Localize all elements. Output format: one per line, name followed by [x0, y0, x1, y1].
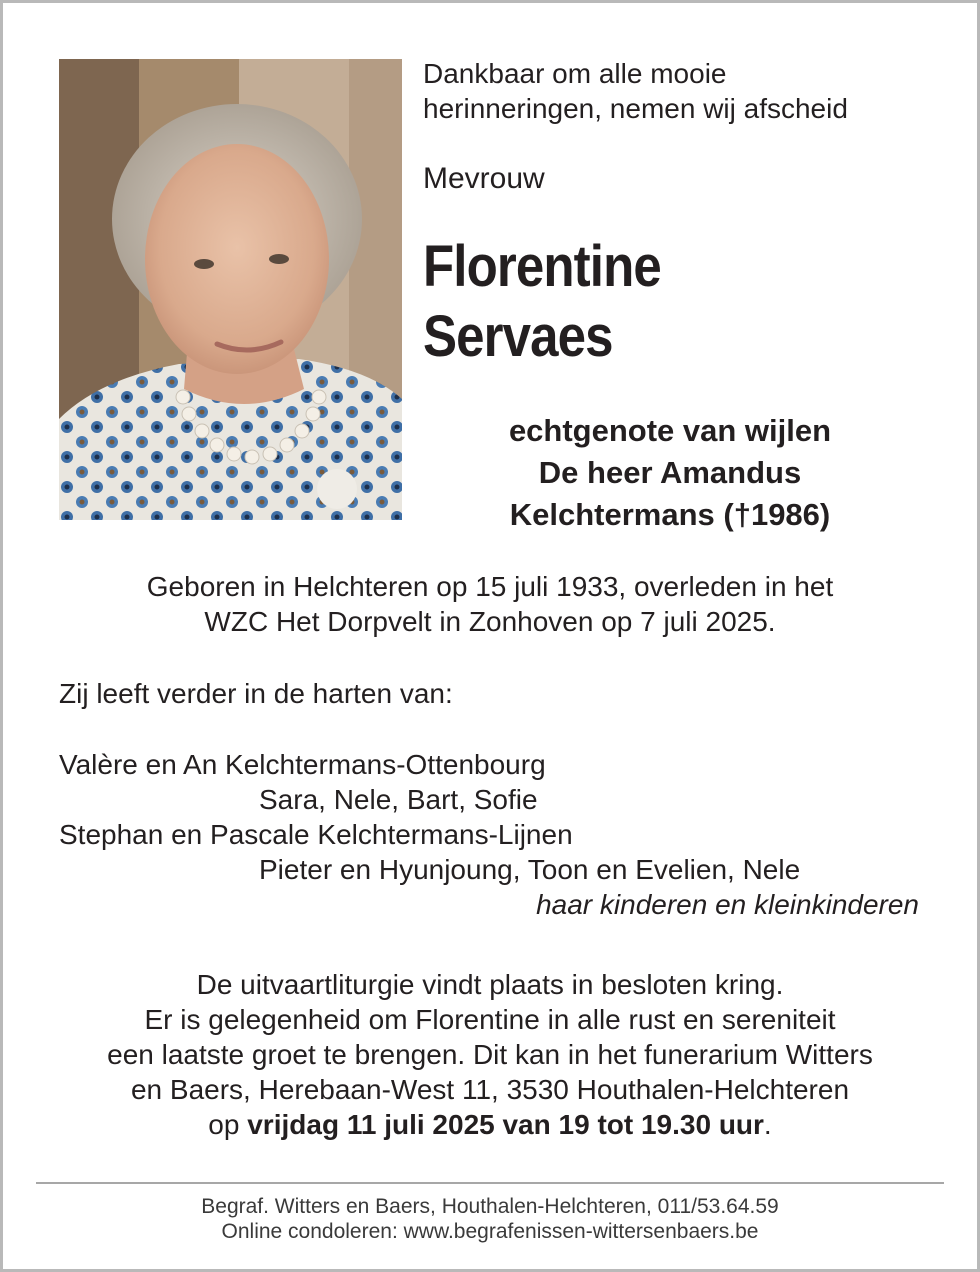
- family-member: Sara, Nele, Bart, Sofie: [259, 784, 538, 815]
- birth-death-info: [60, 569, 920, 639]
- death-line: WZC Het Dorpvelt in Zonhoven op 7 juli 2025.: [204, 606, 776, 637]
- service-line: een laatste groet te brengen. Dit kan in het funerarium Witters: [107, 1039, 873, 1070]
- service-line: De uitvaartliturgie vindt plaats in besloten kring.: [196, 969, 784, 1000]
- footer: [40, 1194, 940, 1244]
- title-prefix: Mevrouw: [423, 162, 545, 195]
- online-condolence-info: Online condoleren: www.begrafenissen-wittersenbaers.be: [221, 1220, 759, 1243]
- family-member: Stephan en Pascale Kelchtermans-Lijnen: [59, 819, 573, 850]
- footer-divider: [36, 1182, 944, 1184]
- last-name: Servaes: [423, 304, 613, 369]
- service-line: Er is gelegenheid om Florentine in alle rust en sereniteit: [144, 1004, 836, 1035]
- service-datetime: vrijdag 11 juli 2025 van 19 tot 19.30 uur: [247, 1109, 764, 1140]
- family-member: Pieter en Hyunjoung, Toon en Evelien, Nele: [259, 854, 801, 885]
- lives-on-heading: Zij leeft verder in de harten van:: [59, 678, 453, 709]
- family-signature: haar kinderen en kleinkinderen: [536, 889, 919, 920]
- spouse-line: Kelchtermans (†1986): [509, 497, 831, 532]
- spouse-info: [440, 410, 900, 536]
- intro-line: Dankbaar om alle mooie: [423, 58, 727, 89]
- intro-text: [423, 56, 943, 126]
- service-datetime-line: [40, 1107, 940, 1142]
- deceased-name: [423, 232, 661, 372]
- service-info: [40, 967, 940, 1142]
- first-name: Florentine: [423, 234, 661, 299]
- service-suffix: .: [763, 1109, 772, 1140]
- portrait-photo: [59, 59, 402, 520]
- spouse-line: echtgenote van wijlen: [508, 413, 832, 448]
- funeral-home-info: Begraf. Witters en Baers, Houthalen-Helchteren, 011/53.64.59: [201, 1195, 779, 1218]
- birth-line: Geboren in Helchteren op 15 juli 1933, overleden in het: [146, 571, 834, 602]
- service-prefix: op: [208, 1109, 248, 1140]
- spouse-line: De heer Amandus: [538, 455, 802, 490]
- service-line: en Baers, Herebaan-West 11, 3530 Houthalen-Helchteren: [130, 1074, 850, 1105]
- intro-line: herinneringen, nemen wij afscheid: [423, 93, 848, 124]
- family-member: Valère en An Kelchtermans-Ottenbourg: [59, 749, 546, 780]
